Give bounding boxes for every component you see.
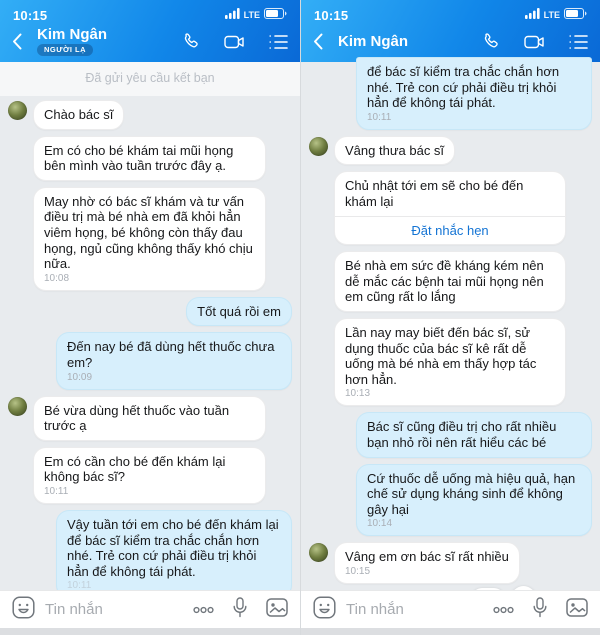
more-options-icon[interactable] xyxy=(493,601,514,619)
message-row xyxy=(8,187,292,291)
message-group xyxy=(186,297,292,327)
message-time: 10:11 xyxy=(367,111,392,123)
message-row xyxy=(309,412,592,457)
message-input[interactable]: Tin nhắn xyxy=(346,601,404,618)
message-group xyxy=(33,136,266,181)
message-row xyxy=(8,447,292,504)
message-group xyxy=(334,136,455,166)
message-group xyxy=(33,447,266,504)
microphone-icon[interactable] xyxy=(533,597,547,623)
contact-name: Kim Ngân xyxy=(338,32,409,50)
outgoing-message-bubble[interactable] xyxy=(356,412,592,457)
message-time: 10:08 xyxy=(44,272,70,284)
nav-bar xyxy=(0,26,300,62)
message-text: Tốt quá rồi em xyxy=(197,303,281,319)
avatar[interactable] xyxy=(8,397,27,416)
phone-screenshot-right xyxy=(300,0,600,635)
voice-call-button[interactable] xyxy=(182,32,201,51)
outgoing-message-bubble[interactable] xyxy=(186,297,292,327)
message-text: Bác sĩ cũng điều trị cho rất nhiều bạn nhỏ rồi nên rất hiểu các bé xyxy=(367,419,557,450)
home-indicator-area xyxy=(0,628,300,635)
message-group xyxy=(356,412,592,457)
friend-request-notice: Đã gửi yêu cầu kết bạn xyxy=(0,62,300,96)
avatar[interactable] xyxy=(8,101,27,120)
status-bar xyxy=(301,0,600,26)
avatar[interactable] xyxy=(309,543,328,562)
incoming-message-bubble[interactable] xyxy=(33,187,266,291)
incoming-message-bubble[interactable] xyxy=(334,136,455,166)
status-bar xyxy=(0,0,300,26)
message-text: Vậy tuần tới em cho bé đến khám lại để bác sĩ kiểm tra chắc chắn hơn nhé. Trẻ con cứ phải điều trị khỏi hẳn để không tái phát. xyxy=(67,516,279,579)
message-time: 10:14 xyxy=(367,518,393,530)
back-button[interactable] xyxy=(313,33,327,50)
message-time: 10:13 xyxy=(345,388,371,400)
sticker-icon[interactable] xyxy=(12,596,35,624)
incoming-message-bubble[interactable] xyxy=(33,136,266,181)
message-text: Em có cần cho bé đến khám lại không bác sĩ? xyxy=(44,453,226,485)
message-composer xyxy=(0,590,300,628)
message-row xyxy=(309,464,592,537)
message-row xyxy=(309,136,592,166)
message-text: Bé vừa dùng hết thuốc vào tuần trước ạ xyxy=(44,402,230,434)
more-options-icon[interactable] xyxy=(193,601,214,619)
message-group xyxy=(356,57,592,130)
signal-bars-icon xyxy=(225,6,240,24)
message-text: Cứ thuốc dễ uống mà hiệu quả, hạn chế sử dụng kháng sinh để không gây hại xyxy=(367,470,576,517)
incoming-message-bubble[interactable] xyxy=(33,100,124,130)
outgoing-message-bubble[interactable] xyxy=(56,332,292,389)
avatar[interactable] xyxy=(309,137,328,156)
message-time: 10:15 xyxy=(345,565,371,577)
message-row xyxy=(309,318,592,406)
message-group xyxy=(33,396,266,441)
photo-gallery-icon[interactable] xyxy=(266,598,288,622)
message-composer xyxy=(301,590,600,628)
message-input[interactable]: Tin nhắn xyxy=(45,601,103,618)
battery-icon xyxy=(264,6,287,24)
message-group xyxy=(334,251,566,312)
voice-call-button[interactable] xyxy=(482,32,501,51)
message-row xyxy=(8,396,292,441)
outgoing-message-bubble[interactable] xyxy=(356,464,592,537)
network-type-label: LTE xyxy=(243,10,260,20)
back-button[interactable] xyxy=(12,33,26,50)
message-row xyxy=(309,171,592,245)
message-text: May nhờ có bác sĩ khám và tư vấn điều trị mà bé nhà em đã khỏi hẳn viêm họng, bé không còn thấy đau họng, ngủ cũng không thấy khó chịu nữa. xyxy=(44,193,253,272)
message-row xyxy=(309,251,592,312)
message-row xyxy=(8,100,292,130)
incoming-message-bubble[interactable] xyxy=(33,396,266,441)
microphone-icon[interactable] xyxy=(233,597,247,623)
battery-icon xyxy=(564,6,587,24)
message-group xyxy=(56,510,292,598)
status-time: 10:15 xyxy=(314,7,349,23)
sticker-icon[interactable] xyxy=(313,596,336,624)
message-time: 10:11 xyxy=(44,485,69,497)
message-text: Chủ nhật tới em sẽ cho bé đến khám lại xyxy=(345,178,524,209)
conversation-title[interactable] xyxy=(338,34,408,50)
incoming-message-bubble[interactable] xyxy=(33,447,266,504)
set-reminder-link[interactable]: Đặt nhắc hẹn xyxy=(335,216,565,245)
message-time: 10:09 xyxy=(67,371,93,383)
photo-gallery-icon[interactable] xyxy=(566,598,588,622)
outgoing-message-bubble[interactable] xyxy=(356,57,592,130)
outgoing-message-bubble[interactable] xyxy=(56,510,292,598)
incoming-message-bubble[interactable] xyxy=(334,171,566,245)
conversation-menu-button[interactable] xyxy=(269,34,288,50)
message-list xyxy=(301,62,600,590)
incoming-message-bubble[interactable] xyxy=(334,318,566,406)
home-indicator-area xyxy=(301,628,600,635)
message-row xyxy=(309,57,592,130)
message-group xyxy=(334,171,566,245)
stranger-badge: NGƯỜI LẠ xyxy=(37,44,93,56)
message-list xyxy=(0,96,300,590)
message-text: Vâng thưa bác sĩ xyxy=(345,142,445,158)
message-row xyxy=(8,332,292,389)
conversation-menu-button[interactable] xyxy=(569,34,588,50)
message-group xyxy=(33,100,124,130)
app-header xyxy=(301,0,600,62)
message-row xyxy=(8,297,292,327)
message-group xyxy=(56,332,292,389)
app-header xyxy=(0,0,300,62)
message-text: Vâng em ơn bác sĩ rất nhiều xyxy=(345,549,509,565)
network-type-label: LTE xyxy=(543,10,560,20)
message-group xyxy=(334,318,566,406)
message-text: Em có cho bé khám tai mũi họng bên mình vào tuần trước đây ạ. xyxy=(44,142,234,174)
status-time: 10:15 xyxy=(13,7,48,23)
conversation-title[interactable] xyxy=(37,27,107,57)
message-time: 10:11 xyxy=(67,580,92,592)
message-text: Bé nhà em sức đề kháng kém nên dễ mắc các bệnh tai mũi họng nên em cũng rất lo lắng xyxy=(345,258,544,305)
message-text: Lần nay may biết đến bác sĩ, sử dụng thuốc của bác sĩ kê rất dễ uống mà bé nhà em thấy hợp tác hơn hẳn. xyxy=(345,324,537,387)
message-group xyxy=(356,464,592,537)
contact-name: Kim Ngân xyxy=(37,25,108,43)
message-row xyxy=(8,136,292,181)
message-row xyxy=(8,510,292,598)
message-text: Đến nay bé đã dùng hết thuốc chưa em? xyxy=(67,339,275,370)
message-text: Chào bác sĩ xyxy=(44,107,114,122)
video-call-button[interactable] xyxy=(224,34,246,50)
message-group xyxy=(33,187,266,291)
incoming-message-bubble[interactable] xyxy=(334,542,520,584)
signal-bars-icon xyxy=(525,6,540,24)
incoming-message-bubble[interactable] xyxy=(334,251,566,312)
message-text: để bác sĩ kiểm tra chắc chắn hơn nhé. Trẻ con cứ phải điều trị khỏi hẳn để không tái phát. xyxy=(367,64,560,111)
video-call-button[interactable] xyxy=(524,34,546,50)
